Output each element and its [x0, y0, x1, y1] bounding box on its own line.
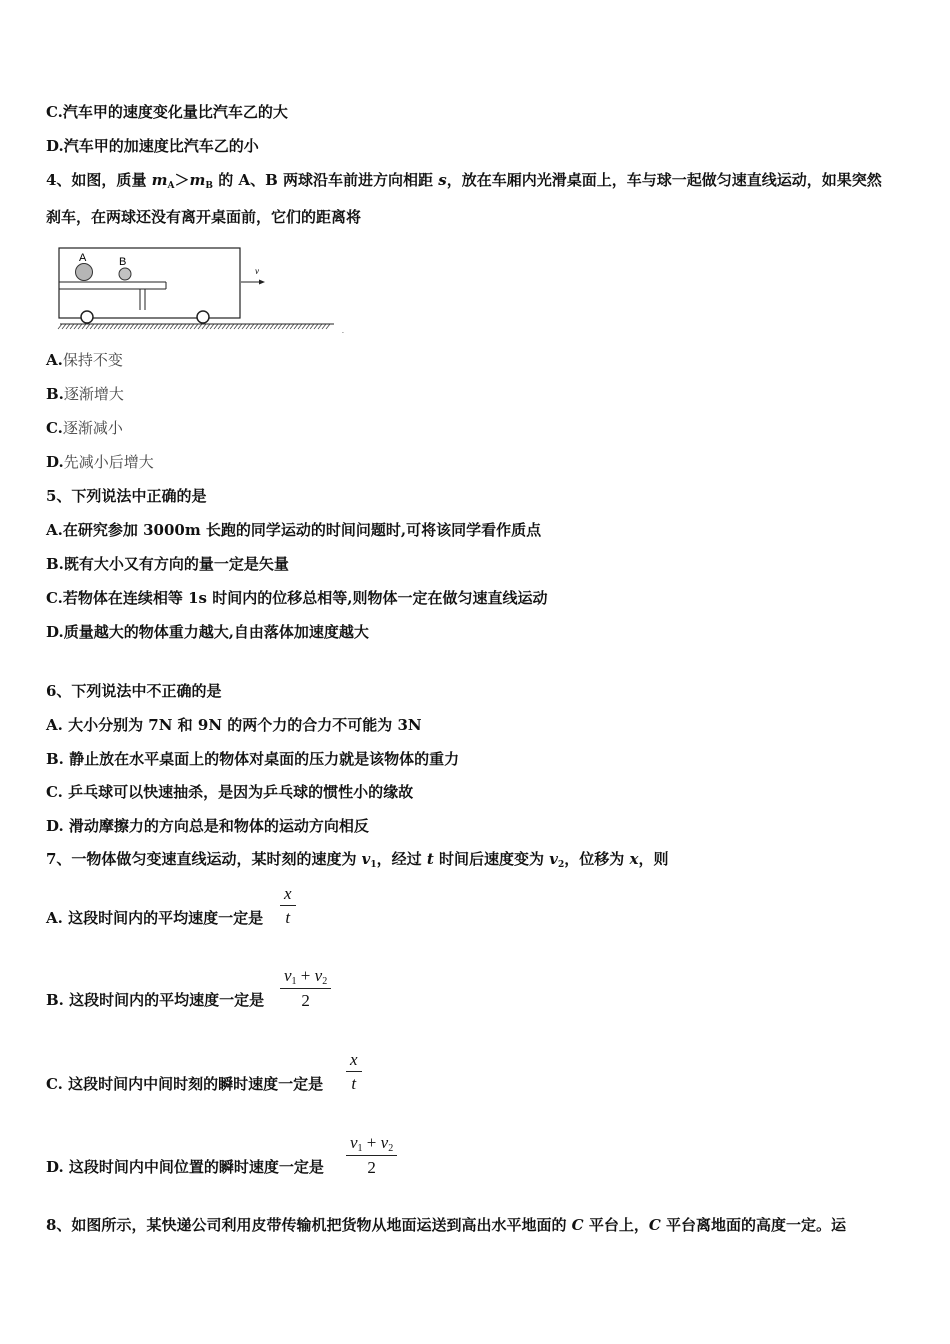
svg-text:.: . — [342, 328, 344, 335]
ball-b — [119, 268, 131, 280]
q5-option-d: D.质量越大的物体重力越大,自由落体加速度越大 — [46, 623, 369, 641]
label-v: v — [255, 266, 259, 276]
q5-option-b: B.既有大小又有方向的量一定是矢量 — [46, 555, 289, 573]
q7-option-d-formula: $\frac{v_1 + v_2}{2}$ — [346, 1133, 397, 1178]
q4-option-c: C.逐渐减小 — [46, 419, 123, 437]
label-a: A — [79, 252, 87, 264]
q4-option-a: A.保持不变 — [46, 351, 123, 369]
q7-option-c: C. 这段时间内中间时刻的瞬时速度一定是 — [46, 1075, 324, 1093]
q4-cart-figure — [52, 240, 352, 340]
q6-option-c: C. 乒乓球可以快速抽杀，是因为乒乓球的惯性小的缘故 — [46, 783, 414, 801]
q7-option-b-formula: $\frac{v_1 + v_2}{2}$ — [280, 966, 331, 1011]
q7-option-b: B. 这段时间内的平均速度一定是 — [46, 991, 265, 1009]
q6-option-d: D. 滑动摩擦力的方向总是和物体的运动方向相反 — [46, 817, 369, 835]
wheel-left — [81, 311, 93, 323]
label-b: B — [119, 256, 127, 268]
ball-a — [76, 264, 93, 281]
wheel-right — [197, 311, 209, 323]
q3-option-d: D.汽车甲的加速度比汽车乙的小 — [46, 137, 259, 155]
q4-stem-line1: 4、如图，质量 $m_A>m_B$ 的 A、B 两球沿车前进方向相距 s，放在车厢内光滑桌面上，车与球一起做匀速直线运动，如果突然 — [46, 171, 882, 191]
q7-option-c-formula: $\frac{x}{t}$ — [346, 1050, 362, 1094]
q6-option-a: A. 大小分别为 7N 和 9N 的两个力的合力不可能为 3N — [46, 716, 422, 734]
q5-stem: 5、下列说法中正确的是 — [46, 487, 207, 505]
q5-option-a: A.在研究参加 3000m 长跑的同学运动的时间问题时,可将该同学看作质点 — [46, 521, 542, 539]
q8-stem: 8、如图所示，某快递公司利用皮带传输机把货物从地面运送到高出水平地面的 C 平台上，C 平台离地面的高度一定。运 — [46, 1216, 847, 1234]
q7-option-a: A. 这段时间内的平均速度一定是 — [46, 909, 264, 927]
q7-option-a-formula: $\frac{x}{t}$ — [280, 884, 296, 928]
q7-stem: 7、一物体做匀变速直线运动，某时刻的速度为 $v_1$，经过 t 时间后速度变为 $v_2$，位移为 x，则 — [46, 850, 669, 870]
q4-stem-line2: 刹车，在两球还没有离开桌面前，它们的距离将 — [46, 208, 362, 226]
q3-option-c: C.汽车甲的速度变化量比汽车乙的大 — [46, 103, 288, 121]
q6-option-b: B. 静止放在水平桌面上的物体对桌面的压力就是该物体的重力 — [46, 750, 460, 768]
q4-option-d: D.先减小后增大 — [46, 453, 154, 471]
q7-option-d: D. 这段时间内中间位置的瞬时速度一定是 — [46, 1158, 324, 1176]
q4-option-b: B.逐渐增大 — [46, 385, 124, 403]
q5-option-c: C.若物体在连续相等 1s 时间内的位移总相等,则物体一定在做匀速直线运动 — [46, 589, 548, 607]
q6-stem: 6、下列说法中不正确的是 — [46, 682, 222, 700]
